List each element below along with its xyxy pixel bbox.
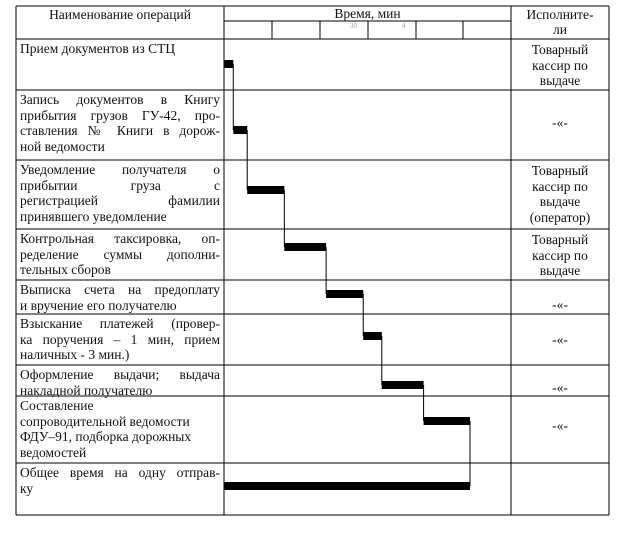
operation-name-line: Уведомление получателя о	[20, 162, 220, 177]
executor-name	[513, 418, 607, 434]
executor-name	[513, 115, 607, 131]
header-operations: Наименование операций	[49, 7, 191, 22]
executor-name-line: -«-	[552, 418, 568, 433]
operation-duration-bar	[224, 60, 233, 68]
operation-duration-bar	[424, 417, 470, 425]
operation-name-line: Запись документов в Книгу	[20, 92, 220, 107]
operation-name	[20, 465, 220, 496]
operation-name	[20, 92, 220, 154]
operation-duration-bar	[233, 126, 247, 134]
header-executor: Исполните-	[526, 7, 594, 22]
operation-duration-bar	[363, 332, 382, 340]
operation-duration-bar	[247, 186, 284, 194]
executor-name-line: кассир по	[532, 247, 588, 263]
scale-tick-label: 4	[402, 22, 406, 30]
operation-duration-bar	[382, 381, 424, 389]
executor-name-line: кассир по	[532, 57, 588, 73]
operation-name-line: сопроводительной ведомости	[20, 413, 190, 429]
operation-name	[20, 367, 220, 398]
operation-name-line: ку	[20, 480, 34, 496]
operation-duration-bar	[284, 243, 326, 251]
operation-name-line: ФДУ–91, подборка дорожных	[20, 429, 192, 444]
executor-name-line: Товарный	[531, 163, 589, 178]
executor-name-line: кассир по	[532, 178, 588, 194]
header-time: Время, мин	[334, 6, 401, 21]
scale-tick-label: 30	[350, 22, 357, 30]
executor-name-line: -«-	[552, 115, 568, 130]
executor-name	[513, 332, 607, 348]
operation-duration-bar	[326, 290, 363, 298]
operation-name-line: Прием документов из СТЦ	[20, 41, 176, 56]
executor-name-line: выдаче	[539, 194, 581, 209]
executor-name	[513, 232, 607, 279]
operation-name-line: прибытия грузов ГУ-42, про-	[20, 107, 220, 123]
operation-name-line: Выписка счета на предоплату	[20, 282, 220, 297]
operation-name-line: ставления № Книги в дорож-	[20, 123, 220, 138]
operation-name	[20, 41, 220, 57]
executor-name-line: Товарный	[531, 42, 589, 57]
operation-name-line: тельных сборов	[20, 262, 111, 277]
operation-name-line: Контрольная таксировка, оп-	[20, 231, 220, 246]
executor-name	[513, 297, 607, 313]
operation-name-line: ка поручения – 1 мин, прием	[20, 331, 220, 347]
executor-name-line: -«-	[552, 380, 568, 395]
operation-name	[20, 316, 220, 363]
operation-name-line: Составление	[20, 398, 94, 413]
operation-name-line: накладной получателю	[20, 382, 153, 398]
executor-name-line: выдаче	[539, 263, 581, 278]
executor-name-line: (оператор)	[529, 209, 591, 225]
operation-name-line: и вручение его получателю	[20, 297, 177, 313]
operation-name-line: ной ведомости	[20, 138, 105, 154]
executor-name	[513, 163, 607, 225]
operation-name	[20, 398, 220, 460]
header-executor-cont: ли	[553, 22, 567, 37]
operation-name-line: ведомостей	[20, 444, 87, 460]
executor-name-line: -«-	[552, 297, 568, 312]
operation-name-line: Общее время на одну отправ-	[20, 465, 220, 480]
operation-name-line: регистрацией фамилии	[20, 193, 220, 208]
operation-name	[20, 282, 220, 313]
executor-name-line: -«-	[552, 332, 568, 347]
operation-name-line: ределение суммы дополни-	[20, 246, 220, 262]
operation-name	[20, 231, 220, 278]
operation-name-line: прибытии груза с	[20, 177, 220, 193]
total-time-bar	[224, 482, 470, 490]
operation-name-line: Оформление выдачи; выдача	[20, 367, 220, 382]
operation-name-line: Взыскание платежей (провер-	[20, 316, 220, 331]
executor-name	[513, 380, 607, 396]
executor-name-line: выдаче	[539, 73, 581, 88]
executor-name	[513, 42, 607, 89]
operation-name	[20, 162, 220, 224]
operation-name-line: наличных - 3 мин.)	[20, 347, 130, 362]
operation-name-line: принявшего уведомление	[20, 208, 167, 224]
executor-name-line: Товарный	[531, 232, 589, 247]
